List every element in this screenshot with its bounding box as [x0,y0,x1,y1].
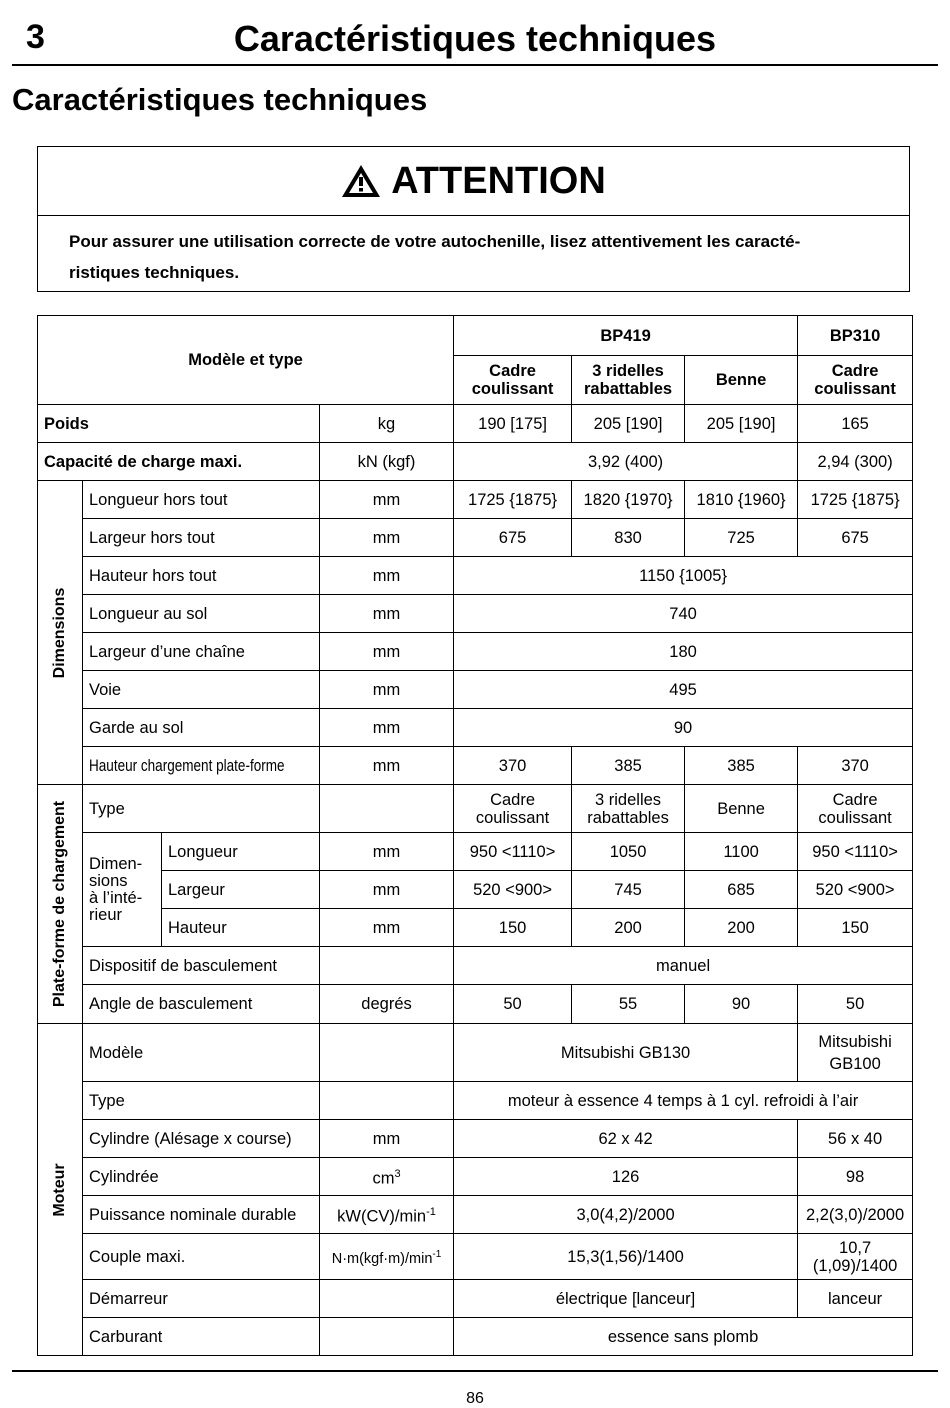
table-row [38,443,913,481]
cell-value: 370 [798,747,913,785]
table-row [38,671,913,709]
cell-value: 3,0(4,2)/2000 [454,1196,798,1234]
group-moteur: Moteur [38,1024,83,1356]
cell-value: Cadre coulissant [798,785,913,833]
table-row [38,1196,913,1234]
row-unit [320,1280,454,1318]
table-row [38,519,913,557]
row-label: Dispositif de basculement [83,947,320,985]
cell-value: 740 [454,595,913,633]
cell-value: 15,3(1,56)/1400 [454,1234,798,1280]
row-label: Garde au sol [83,709,320,747]
row-unit: kg [320,405,454,443]
cell-value: 10,7 (1,09)/1400 [798,1234,913,1280]
header-model-type: Modèle et type [38,316,454,405]
row-label: Cylindrée [83,1158,320,1196]
cell-value: 675 [798,519,913,557]
cell-value: 200 [685,909,798,947]
cell-value: Mitsubishi GB100 [798,1024,913,1082]
cell-value: 950 <1110> [454,833,572,871]
table-row [38,833,913,871]
cell-value: 830 [572,519,685,557]
row-unit: mm [320,833,454,871]
table-row [38,1120,913,1158]
cell-value: 50 [454,985,572,1024]
footer-rule [12,1370,938,1372]
cell-value: électrique [lanceur] [454,1280,798,1318]
row-unit: $cm^3$ [320,1158,454,1196]
row-label: Hauteur hors tout [83,557,320,595]
cell-value: 56 x 40 [798,1120,913,1158]
row-label: Carburant [83,1318,320,1356]
group-plateforme: Plate-forme de chargement [38,785,83,1024]
table-row [38,557,913,595]
cell-value: 90 [685,985,798,1024]
cell-value: essence sans plomb [454,1318,913,1356]
cell-value: 385 [685,747,798,785]
cell-value: 205 [190] [572,405,685,443]
cell-value: Mitsubishi GB130 [454,1024,798,1082]
row-label: Longueur au sol [83,595,320,633]
table-row [38,947,913,985]
cell-value: 3 ridelles rabattables [572,785,685,833]
table-row [38,1024,913,1082]
row-unit: degrés [320,985,454,1024]
cell-value: Cadre coulissant [454,785,572,833]
table-row [38,481,913,519]
attention-label: ATTENTION [391,159,606,202]
table-row [38,747,913,785]
subtype-cadre-bp310: Cadre coulissant [798,356,913,405]
cell-value: 150 [454,909,572,947]
row-unit [320,1318,454,1356]
table-row [38,1234,913,1280]
row-label: Cylindre (Alésage x course) [83,1120,320,1158]
attention-box [37,146,910,292]
cell-value: 190 [175] [454,405,572,443]
row-label: Hauteur [162,909,320,947]
attention-header [38,147,909,216]
row-unit: mm [320,909,454,947]
table-row [38,785,913,833]
row-label: Puissance nominale durable [83,1196,320,1234]
cell-value: Benne [685,785,798,833]
row-label: Poids [38,405,320,443]
cell-value: 205 [190] [685,405,798,443]
chapter-number: 3 [26,18,45,56]
cell-value: 1725 {1875} [798,481,913,519]
cell-value: 2,94 (300) [798,443,913,481]
cell-value: 200 [572,909,685,947]
cell-value: 520 <900> [798,871,913,909]
row-label: Hauteur chargement plate-forme [83,747,320,785]
section-title: Caractéristiques techniques [12,82,428,117]
row-unit: mm [320,671,454,709]
row-unit: mm [320,1120,454,1158]
cell-value: 1150 {1005} [454,557,913,595]
table-row [38,871,913,909]
group-dimensions: Dimensions [38,481,83,785]
cell-value: 385 [572,747,685,785]
table-row [38,1158,913,1196]
cell-value: 165 [798,405,913,443]
cell-value: 62 x 42 [454,1120,798,1158]
dimensions-interieur-label: Dimen- sions à l’inté- rieur [83,833,162,947]
cell-value: lanceur [798,1280,913,1318]
header-bp419: BP419 [454,316,798,356]
cell-value: 370 [454,747,572,785]
row-unit: $kW(CV)/\min^{-1}$ [320,1196,454,1234]
table-row [38,1280,913,1318]
cell-value: 685 [685,871,798,909]
table-row [38,405,913,443]
row-unit: mm [320,747,454,785]
attention-text [38,216,909,288]
row-unit: mm [320,871,454,909]
cell-value: 3,92 (400) [454,443,798,481]
cell-value: 90 [454,709,913,747]
row-unit [320,1024,454,1082]
row-label: Voie [83,671,320,709]
cell-value: 675 [454,519,572,557]
cell-value: 725 [685,519,798,557]
attention-text-line: Pour assurer une utilisation correcte de votre autochenille, lisez attentivement les caracté- [69,232,801,251]
cell-value: 1820 {1970} [572,481,685,519]
cell-value: 180 [454,633,913,671]
row-label: Démarreur [83,1280,320,1318]
row-label: Largeur [162,871,320,909]
cell-value: 55 [572,985,685,1024]
attention-text-line: ristiques techniques. [69,263,240,282]
cell-value: 1100 [685,833,798,871]
cell-value: 150 [798,909,913,947]
cell-value: 2,2(3,0)/2000 [798,1196,913,1234]
cell-value: 126 [454,1158,798,1196]
row-unit: kN (kgf) [320,443,454,481]
row-label: Couple maxi. [83,1234,320,1280]
cell-value: 1725 {1875} [454,481,572,519]
row-unit: $N\cdot m(kgf\cdot m)/\min^{-1}$ [320,1234,454,1280]
header-bp310: BP310 [798,316,913,356]
row-unit: mm [320,519,454,557]
cell-value: 520 <900> [454,871,572,909]
row-unit [320,1082,454,1120]
row-label: Type [83,1082,320,1120]
cell-value: 745 [572,871,685,909]
row-unit: mm [320,557,454,595]
row-label: Type [83,785,320,833]
table-row [38,1082,913,1120]
row-label: Largeur d’une chaîne [83,633,320,671]
row-label: Largeur hors tout [83,519,320,557]
cell-value: 495 [454,671,913,709]
cell-value: 1810 {1960} [685,481,798,519]
cell-value: 950 <1110> [798,833,913,871]
row-unit: mm [320,633,454,671]
cell-value: 1050 [572,833,685,871]
table-row [38,1318,913,1356]
cell-value: manuel [454,947,913,985]
subtype-benne: Benne [685,356,798,405]
row-unit [320,947,454,985]
row-label: Longueur hors tout [83,481,320,519]
row-label: Modèle [83,1024,320,1082]
chapter-title: Caractéristiques techniques [233,18,717,59]
table-row [38,633,913,671]
row-label: Capacité de charge maxi. [38,443,320,481]
cell-value: 98 [798,1158,913,1196]
row-unit: mm [320,595,454,633]
table-row [38,595,913,633]
row-unit: mm [320,709,454,747]
page-header [12,14,938,66]
row-unit [320,785,454,833]
warning-triangle-icon [341,164,381,198]
row-unit: mm [320,481,454,519]
subtype-cadre: Cadre coulissant [454,356,572,405]
table-row [38,709,913,747]
row-label: Angle de basculement [83,985,320,1024]
cell-value: moteur à essence 4 temps à 1 cyl. refroidi à l’air [454,1082,913,1120]
page-number: 86 [466,1390,484,1407]
table-row [38,985,913,1024]
subtype-ridelles: 3 ridelles rabattables [572,356,685,405]
row-label: Longueur [162,833,320,871]
table-row [38,909,913,947]
spec-table [37,315,913,1356]
cell-value: 50 [798,985,913,1024]
